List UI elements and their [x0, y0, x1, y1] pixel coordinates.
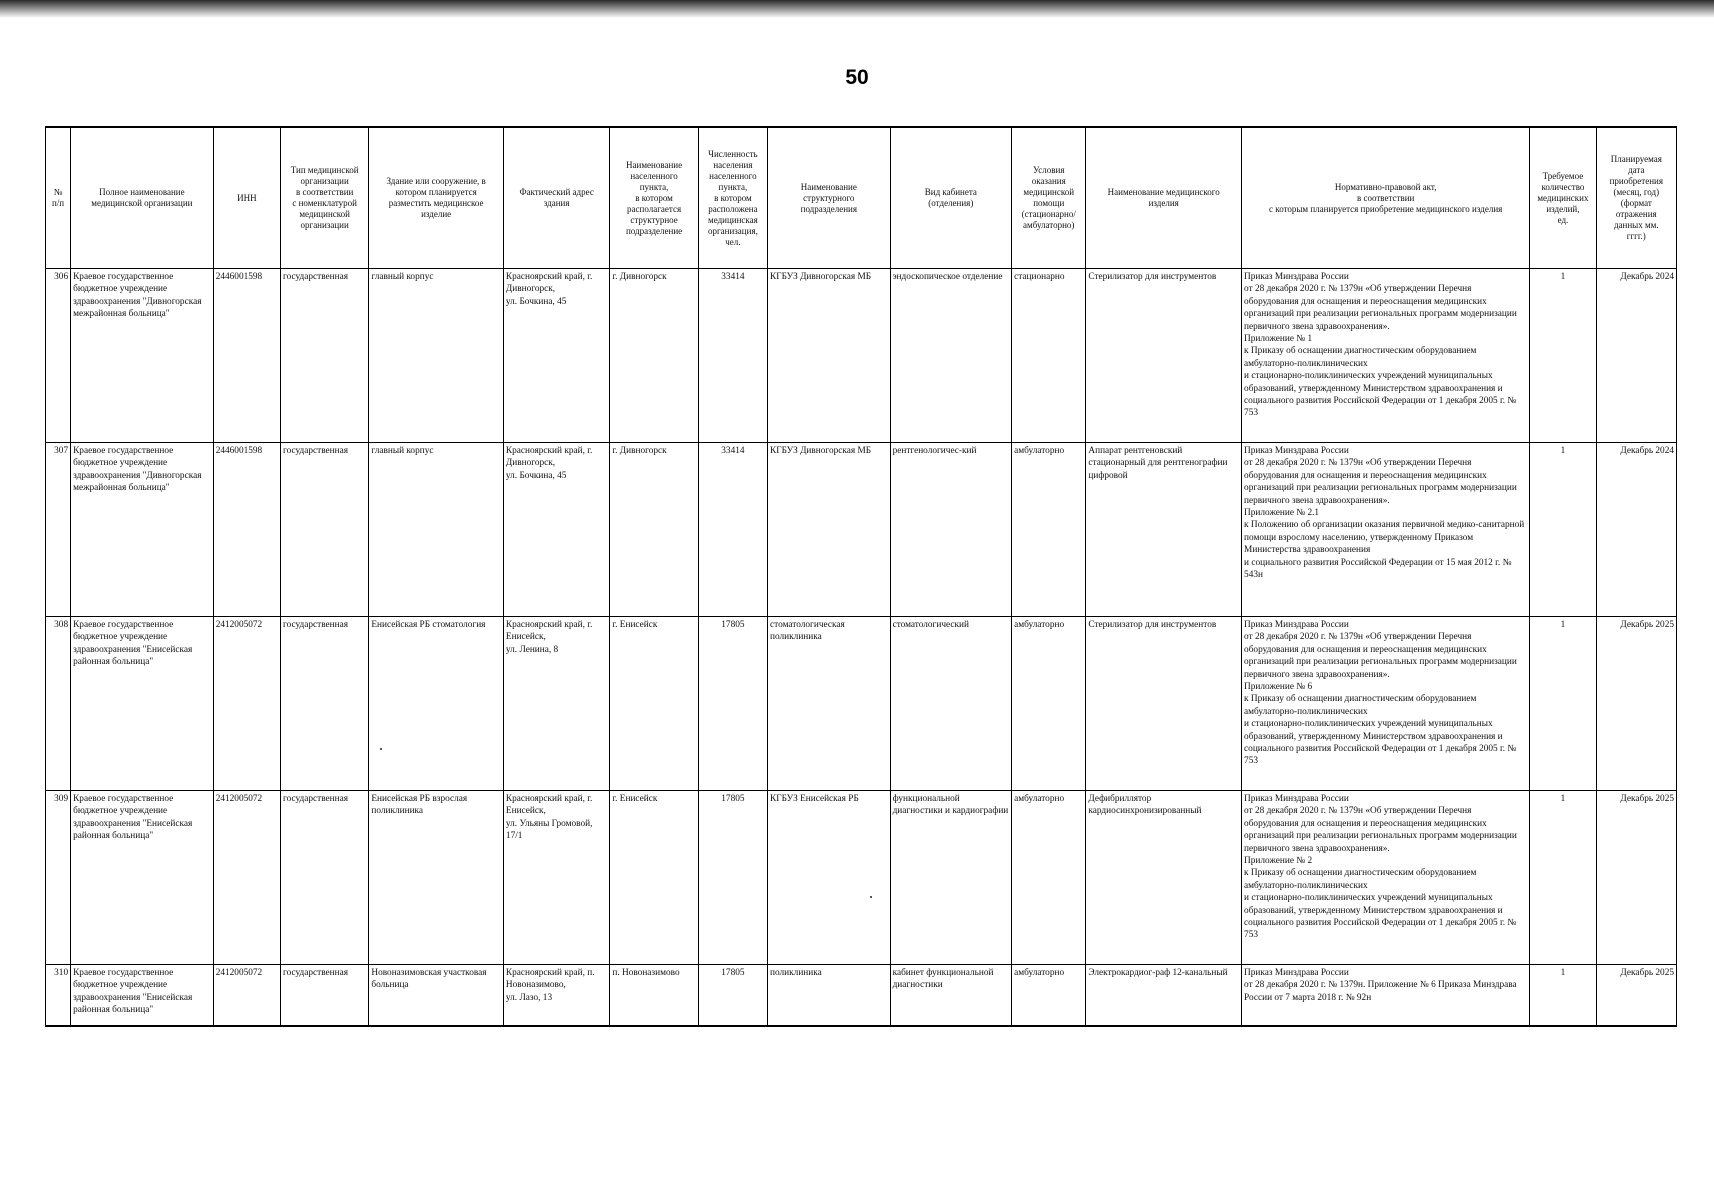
cell-cabinet: функциональной диагностики и кардиографии: [890, 791, 1012, 965]
cell-unit: КГБУЗ Енисейская РБ: [768, 791, 891, 965]
cell-legal-act: Приказ Минздрава России от 28 декабря 2020 г. № 1379н «Об утверждении Перечня оборудования для оснащения и переоснащения медицинских организаций при реализации региональных программ модернизации первичного звена здравоохранения». Приложение № 2.1 к Положению об организации оказания первичной медико-санитарной помощи взрослому населению, утвержденному Приказом Министерства здравоохранения и социального развития Российской Федерации от 15 мая 2012 г. № 543н: [1242, 443, 1530, 617]
cell-inn: 2412005072: [213, 965, 280, 1027]
cell-unit: стоматологическая поликлиника: [768, 617, 891, 791]
cell-quantity: 1: [1530, 443, 1596, 617]
cell-organization: Краевое государственное бюджетное учреждение здравоохранения "Енисейская районная больница": [71, 791, 214, 965]
cell-population: 33414: [698, 269, 767, 443]
cell-population: 17805: [698, 617, 767, 791]
col-header-conditions: Условия оказания медицинской помощи (стационарно/ амбулаторно): [1012, 127, 1086, 269]
cell-device: Аппарат рентгеновский стационарный для рентгенографии цифровой: [1086, 443, 1242, 617]
col-header-address: Фактический адрес здания: [503, 127, 609, 269]
scan-top-edge: [0, 0, 1714, 18]
cell-cabinet: рентгенологичес-кий: [890, 443, 1012, 617]
cell-number: 307: [46, 443, 71, 617]
cell-inn: 2446001598: [213, 269, 280, 443]
cell-quantity: 1: [1530, 617, 1596, 791]
col-header-date: Планируемая дата приобретения (месяц, год) (формат отражения данных мм. гггг.): [1596, 127, 1676, 269]
cell-number: 309: [46, 791, 71, 965]
cell-date: Декабрь 2025: [1596, 965, 1676, 1027]
cell-device: Электрокардиог-раф 12-канальный: [1086, 965, 1242, 1027]
cell-inn: 2446001598: [213, 443, 280, 617]
cell-organization: Краевое государственное бюджетное учреждение здравоохранения "Дивногорская межрайонная больница": [71, 443, 214, 617]
cell-locality: г. Енисейск: [610, 791, 698, 965]
cell-quantity: 1: [1530, 791, 1596, 965]
cell-population: 17805: [698, 965, 767, 1027]
cell-number: 310: [46, 965, 71, 1027]
cell-unit: КГБУЗ Дивногорская МБ: [768, 269, 891, 443]
cell-locality: г. Енисейск: [610, 617, 698, 791]
scan-speck: [870, 896, 872, 898]
cell-inn: 2412005072: [213, 617, 280, 791]
cell-locality: г. Дивногорск: [610, 443, 698, 617]
cell-organization: Краевое государственное бюджетное учреждение здравоохранения "Енисейская районная больница": [71, 965, 214, 1027]
cell-organization: Краевое государственное бюджетное учреждение здравоохранения "Дивногорская межрайонная больница": [71, 269, 214, 443]
cell-address: Красноярский край, г. Енисейск, ул. Ленина, 8: [503, 617, 609, 791]
col-header-population: Численность населения населенного пункта, в котором расположена медицинская организация, чел.: [698, 127, 767, 269]
cell-quantity: 1: [1530, 269, 1596, 443]
cell-conditions: стационарно: [1012, 269, 1086, 443]
cell-conditions: амбулаторно: [1012, 617, 1086, 791]
col-header-org-type: Тип медицинской организации в соответствии с номенклатурой медицинской организации: [280, 127, 368, 269]
table-row: [46, 269, 1677, 443]
equipment-table: [45, 126, 1677, 1027]
page-number: 50: [845, 66, 869, 89]
cell-address: Красноярский край, г. Дивногорск, ул. Бочкина, 45: [503, 269, 609, 443]
scan-speck: [380, 748, 382, 750]
cell-date: Декабрь 2024: [1596, 443, 1676, 617]
cell-building: Енисейская РБ взрослая поликлиника: [369, 791, 504, 965]
table-row: [46, 965, 1677, 1027]
cell-cabinet: кабинет функциональной диагностики: [890, 965, 1012, 1027]
cell-org-type: государственная: [280, 617, 368, 791]
col-header-building: Здание или сооружение, в котором планируется разместить медицинское изделие: [369, 127, 504, 269]
cell-quantity: 1: [1530, 965, 1596, 1027]
cell-date: Декабрь 2025: [1596, 617, 1676, 791]
cell-org-type: государственная: [280, 443, 368, 617]
cell-address: Красноярский край, п. Новоназимово, ул. Лазо, 13: [503, 965, 609, 1027]
table-row: [46, 791, 1677, 965]
cell-population: 17805: [698, 791, 767, 965]
cell-organization: Краевое государственное бюджетное учреждение здравоохранения "Енисейская районная больница": [71, 617, 214, 791]
cell-number: 308: [46, 617, 71, 791]
cell-legal-act: Приказ Минздрава России от 28 декабря 2020 г. № 1379н. Приложение № 6 Приказа Минздрава России от 7 марта 2018 г. № 92н: [1242, 965, 1530, 1027]
col-header-locality: Наименование населенного пункта, в котором располагается структурное подразделение: [610, 127, 698, 269]
cell-building: Новоназимовская участковая больница: [369, 965, 504, 1027]
col-header-organization: Полное наименование медицинской организации: [71, 127, 214, 269]
table-row: [46, 443, 1677, 617]
col-header-inn: ИНН: [213, 127, 280, 269]
cell-number: 306: [46, 269, 71, 443]
cell-legal-act: Приказ Минздрава России от 28 декабря 2020 г. № 1379н «Об утверждении Перечня оборудования для оснащения и переоснащения медицинских организаций при реализации региональных программ модернизации первичного звена здравоохранения». Приложение № 6 к Приказу об оснащении диагностическим оборудованием амбулаторно-поликлинических и стационарно-поликлинических учреждений муниципальных образований, утвержденному Министерством здравоохранения и социального развития Российской Федерации от 1 декабря 2005 г. № 753: [1242, 617, 1530, 791]
cell-device: Дефибриллятор кардиосинхронизированный: [1086, 791, 1242, 965]
cell-conditions: амбулаторно: [1012, 443, 1086, 617]
cell-org-type: государственная: [280, 791, 368, 965]
cell-address: Красноярский край, г. Дивногорск, ул. Бочкина, 45: [503, 443, 609, 617]
cell-device: Стерилизатор для инструментов: [1086, 617, 1242, 791]
cell-address: Красноярский край, г. Енисейск, ул. Ульяны Громовой, 17/1: [503, 791, 609, 965]
cell-building: главный корпус: [369, 443, 504, 617]
col-header-device: Наименование медицинского изделия: [1086, 127, 1242, 269]
cell-device: Стерилизатор для инструментов: [1086, 269, 1242, 443]
cell-date: Декабрь 2025: [1596, 791, 1676, 965]
cell-locality: п. Новоназимово: [610, 965, 698, 1027]
cell-date: Декабрь 2024: [1596, 269, 1676, 443]
col-header-unit: Наименование структурного подразделения: [768, 127, 891, 269]
cell-locality: г. Дивногорск: [610, 269, 698, 443]
cell-unit: поликлиника: [768, 965, 891, 1027]
cell-legal-act: Приказ Минздрава России от 28 декабря 2020 г. № 1379н «Об утверждении Перечня оборудования для оснащения и переоснащения медицинских организаций при реализации региональных программ модернизации первичного звена здравоохранения». Приложение № 2 к Приказу об оснащении диагностическим оборудованием амбулаторно-поликлинических и стационарно-поликлинических учреждений муниципальных образований, утвержденному Министерством здравоохранения и социального развития Российской Федерации от 1 декабря 2005 г. № 753: [1242, 791, 1530, 965]
cell-cabinet: эндоскопическое отделение: [890, 269, 1012, 443]
cell-conditions: амбулаторно: [1012, 965, 1086, 1027]
cell-org-type: государственная: [280, 269, 368, 443]
cell-population: 33414: [698, 443, 767, 617]
cell-inn: 2412005072: [213, 791, 280, 965]
table-header-row: [46, 127, 1677, 269]
table-row: [46, 617, 1677, 791]
cell-conditions: амбулаторно: [1012, 791, 1086, 965]
col-header-number: № п/п: [46, 127, 71, 269]
cell-building: главный корпус: [369, 269, 504, 443]
cell-unit: КГБУЗ Дивногорская МБ: [768, 443, 891, 617]
cell-legal-act: Приказ Минздрава России от 28 декабря 2020 г. № 1379н «Об утверждении Перечня оборудования для оснащения и переоснащения медицинских организаций при реализации региональных программ модернизации первичного звена здравоохранения». Приложение № 1 к Приказу об оснащении диагностическим оборудованием амбулаторно-поликлинических и стационарно-поликлинических учреждений муниципальных образований, утвержденному Министерством здравоохранения и социального развития Российской Федерации от 1 декабря 2005 г. № 753: [1242, 269, 1530, 443]
cell-building: Енисейская РБ стоматология: [369, 617, 504, 791]
cell-cabinet: стоматологический: [890, 617, 1012, 791]
col-header-legal-act: Нормативно-правовой акт, в соответствии с которым планируется приобретение медицинского изделия: [1242, 127, 1530, 269]
col-header-cabinet: Вид кабинета (отделения): [890, 127, 1012, 269]
col-header-quantity: Требуемое количество медицинских изделий, ед.: [1530, 127, 1596, 269]
cell-org-type: государственная: [280, 965, 368, 1027]
